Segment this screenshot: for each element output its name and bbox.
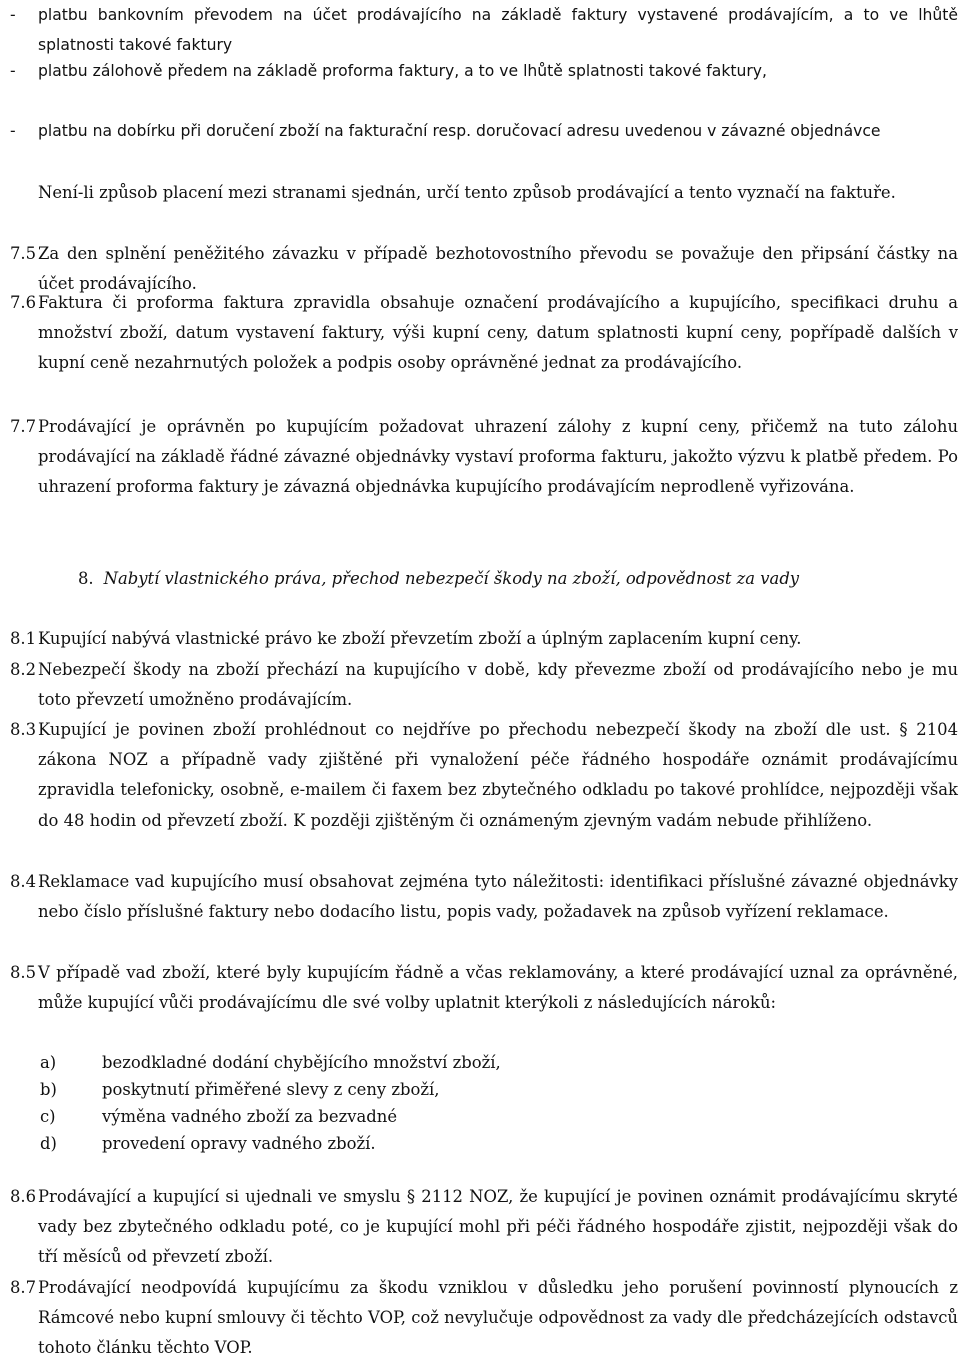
claim-text: poskytnutí přiměřené slevy z ceny zboží, [102,1080,440,1099]
clause-number: 7.7 [10,417,37,436]
clause-text: Prodávající je oprávněn po kupujícím požadovat uhrazení zálohy z kupní ceny, přičemž na tuto zálohu prodávající na základě řádné závazné objednávky vystaví proforma fakturu, jakožto výzvu k platbě předem. Po uhrazení proforma faktury je závazná objednávka kupujícího prodávajícím neprodleně vyřizována. [38,417,958,497]
bullet-dash: - [10,62,16,80]
clause-number: 7.5 [10,244,37,263]
clause-8-4 [10,867,958,927]
clause-number: 8.7 [10,1278,37,1297]
clause-text: Prodávající neodpovídá kupujícímu za škodu vzniklou v důsledku jeho porušení povinností plynoucích z Rámcové nebo kupní smlouvy či těchto VOP, což nevylučuje odpovědnost za vady dle předcházejících odstavců tohoto článku těchto VOP. [38,1278,958,1358]
bullet-item [10,116,958,146]
clause-8-1 [10,624,958,654]
claim-text: bezodkladné dodání chybějícího množství zboží, [102,1053,501,1072]
clause-8-2 [10,655,958,715]
claim-letter: d) [40,1134,57,1153]
claim-letter: b) [40,1080,57,1099]
claim-letter: c) [40,1107,56,1126]
clause-text: Za den splnění peněžitého závazku v případě bezhotovostního převodu se považuje den připsání částky na účet prodávajícího. [38,244,958,294]
claim-letter: a) [40,1053,57,1072]
bullet-text: platbu na dobírku při doručení zboží na fakturační resp. doručovací adresu uvedenou v závazné objednávce [38,122,881,140]
section-number: 8. [78,569,94,588]
clause-number: 7.6 [10,293,37,312]
clause-8-5 [10,958,958,1018]
clause-text: Faktura či proforma faktura zpravidla obsahuje označení prodávajícího a kupujícího, specifikaci druhu a množství zboží, datum vystavení faktury, výši kupní ceny, datum splatnosti kupní ceny, popřípadě dalších v kupní ceně nezahrnutých položek a podpis osoby oprávněné jednat za prodávajícího. [38,293,958,373]
claim-text: provedení opravy vadného zboží. [102,1134,376,1153]
clause-number: 8.2 [10,660,37,679]
clause-text: Kupující nabývá vlastnické právo ke zboží převzetím zboží a úplným zaplacením kupní ceny. [38,629,802,648]
section-title: Nabytí vlastnického práva, přechod nebezpečí škody na zboží, odpovědnost za vady [103,569,800,588]
clause-number: 8.4 [10,872,37,891]
bullet-dash: - [10,6,16,24]
clause-text: V případě vad zboží, které byly kupujícím řádně a včas reklamovány, a které prodávající uznal za oprávněné, může kupující vůči prodávajícímu dle své volby uplatnit kterýkoli z následujících nároků: [38,963,958,1013]
bullet-text: platbu bankovním převodem na účet prodávajícího na základě faktury vystavené prodávajícím, a to ve lhůtě splatnosti takové faktury [38,6,958,54]
bullet-text: platbu zálohově předem na základě proforma faktury, a to ve lhůtě splatnosti takové faktury, [38,62,767,80]
clause-number: 8.5 [10,963,37,982]
bullet-item [10,0,958,60]
clause-8-6 [10,1182,958,1273]
clause-7-6 [10,288,958,379]
claim-text: výměna vadného zboží za bezvadné [102,1107,398,1126]
clause-8-7 [10,1273,958,1364]
clause-number: 8.1 [10,629,37,648]
clause-number: 8.6 [10,1187,37,1206]
clause-text: Prodávající a kupující si ujednali ve smyslu § 2112 NOZ, že kupující je povinen oznámit prodávajícímu skryté vady bez zbytečného odkladu poté, co je kupující mohl při péči řádného hospodáře zjistit, nejpozději však do tří měsíců od převzetí zboží. [38,1187,958,1267]
clause-text: Kupující je povinen zboží prohlédnout co nejdříve po přechodu nebezpečí škody na zboží dle ust. § 2104 zákona NOZ a případně vady zjištěné při vynaložení péče řádného hospodáře oznámit prodávajícímu zpravidla telefonicky, osobně, e-mailem či faxem bez zbytečného odkladu po takové prohlídce, nejpozději však do 48 hodin od převzetí zboží. K později zjištěným či oznámeným zjevným vadám nebude přihlíženo. [38,720,958,830]
clause-text: Reklamace vad kupujícího musí obsahovat zejména tyto náležitosti: identifikaci příslušné závazné objednávky nebo číslo příslušné faktury nebo dodacího listu, popis vady, požadavek na způsob vyřízení reklamace. [38,872,958,922]
clause-8-3 [10,715,958,836]
payment-note: Není-li způsob placení mezi stranami sjednán, určí tento způsob prodávající a tento vyznačí na faktuře. [38,183,896,202]
section-heading [78,564,958,594]
clause-7-7 [10,412,958,503]
clause-number: 8.3 [10,720,37,739]
bullet-item [10,56,958,86]
clause-text: Nebezpečí škody na zboží přechází na kupujícího v době, kdy převezme zboží od prodávajícího nebo je mu toto převzetí umožněno prodávajícím. [38,660,958,710]
bullet-dash: - [10,122,16,140]
